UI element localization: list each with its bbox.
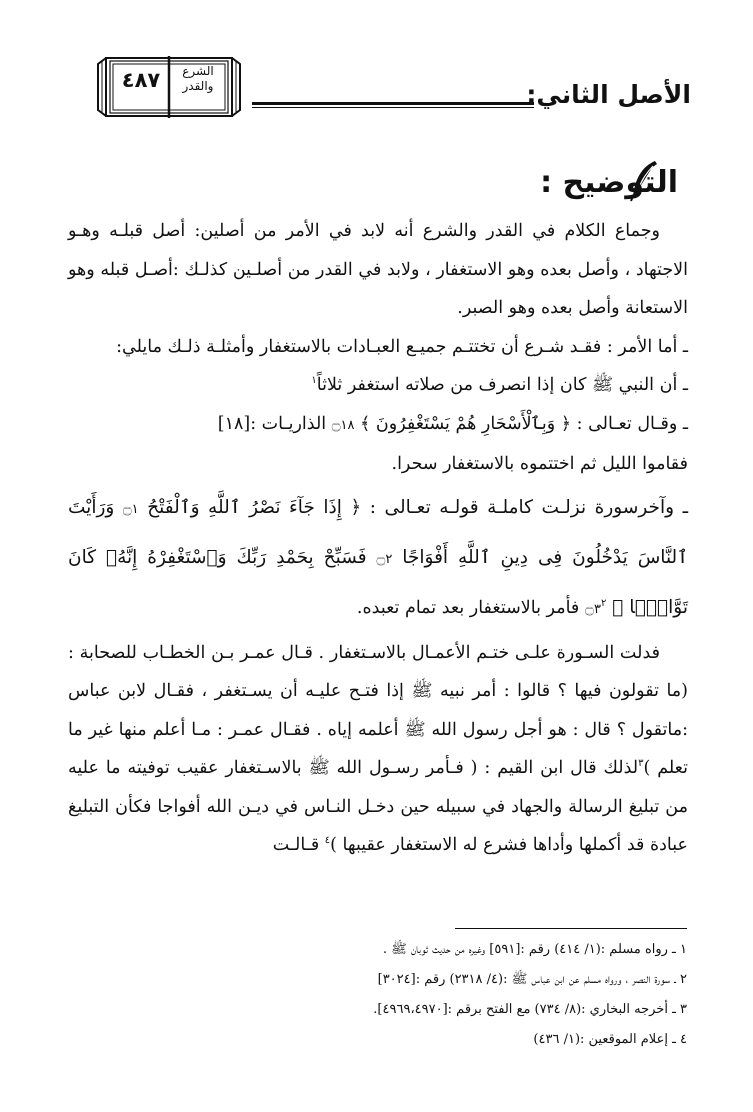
verse-end-ornament: ۝١٨	[331, 414, 355, 433]
header-rule	[252, 102, 534, 108]
paragraph-3	[68, 366, 688, 405]
verse-end-ornament: ۝١	[122, 498, 139, 517]
part-title-line1: الشرع	[182, 64, 214, 78]
footnote-separator	[455, 928, 687, 929]
paragraph-6	[68, 484, 688, 634]
verse-text-2: وَرَأَيْتَ ٱلنَّاسَ يَدْخُلُونَ فِى دِينِ ٱللَّهِ أَفْوَاجًا	[68, 496, 688, 568]
paragraph-7-tail: قـالـت	[272, 835, 320, 855]
footnote-1: ١ ـ رواه مسلم :(١/ ٤١٤) رقم :[٥٩١] وغيره من حديث ثوبان ﷺ .	[382, 942, 687, 957]
body-text	[68, 212, 688, 865]
paragraph-4-text: ـ وقـال تعـالى : ﴿ وَبِٱلْأَسْحَارِ هُمْ يَسْتَغْفِرُونَ ﴾	[360, 413, 688, 434]
verse-end-ornament: ۝٢	[376, 548, 393, 567]
footnote-4: ٤ ـ إعلام الموقعين :(١/ ٤٣٦)	[533, 1032, 687, 1047]
paragraph-4	[68, 405, 688, 446]
verse-end-ornament: ۝٣	[585, 598, 601, 617]
part-title	[174, 64, 222, 94]
section-heading: التوضيح :	[540, 165, 678, 200]
footnote-ref-1: ١	[311, 375, 317, 387]
verse-comment: فأمر بالاستغفار بعد تمام تعبده.	[356, 597, 580, 618]
verse-text-3: فَسَبِّحْ بِحَمْدِ رَبِّكَ وَٱسْتَغْفِرْهُ إِنَّهُۥ كَانَ تَوَّابَۢا ﴾	[68, 546, 688, 618]
footnote-2: ٢ ـ سورة النصر ، ورواه مسلم عن ابن عباس ﷺ :(٤/ ٢٣١٨) رقم :[٣٠٢٤]	[377, 972, 687, 987]
footnotes	[150, 935, 687, 1055]
footnote-ref-2: ٢	[600, 597, 607, 609]
part-title-line2: والقدر	[182, 79, 214, 93]
paragraph-1: وجماع الكلام في القدر والشرع أنه لابد في الأمر من أصلين: أصل قبلـه وهـو الاجتهاد ، وأصل بعده وهو الاستغفار ، ولابد في القدر من أصلـين كذلـك :أصـل قبله وهو الاستعانة وأصل بعده وهو الصبر.	[68, 221, 688, 318]
verse-number: ١	[131, 501, 139, 517]
paragraph-7-text: فدلت السـورة علـى ختـم الأعمـال بالاسـتغفار . قـال عمـر بـن الخطـاب للصحابة : (ما تقولون فيها ؟ قالوا : أمر نبيه ﷺ إذا فتـح عليـه أن يسـتغفر ، فقـال لابن عباس :ماتقول ؟ قال : هو أجل رسول الله ﷺ أعلمه إياه . فقـال عمـر : مـا أعلم منها غير ما تعلم )	[68, 642, 688, 778]
paragraph-3-text: ـ أن النبي ﷺ كان إذا انصرف من صلاته استغفر ثلاثاً	[316, 375, 688, 395]
verse-number: ٣	[593, 601, 601, 617]
open-book-icon	[96, 52, 242, 122]
paragraph-7-continued: لذلك قال ابن القيم : ( فـأمر رسـول الله ﷺ بالاسـتغفار عقيب توفيته ما عليه من تبليغ الرسالة والجهاد في سبيله حين دخـل النـاس في ديـن الله أفواجا فكأن التبليغ عبادة قد أكملها وأداها فشرع له الاستغفار عقيبها )	[68, 758, 688, 855]
verse-intro: ـ وآخرسورة نزلـت كاملـة قولـه تعـالى : ﴿ إِذَا جَآءَ نَصْرُ ٱللَّهِ وَٱلْفَتْحُ	[147, 496, 688, 518]
page-header-title: الأصل الثاني:	[526, 80, 691, 109]
paragraph-2: ـ أما الأمر : فقـد شـرع أن تختتـم جميـع العبـادات بالاستغفار وأمثلـة ذلـك مايلي:	[116, 336, 688, 357]
paragraph-4-source: الذاريـات :[١٨]	[217, 413, 327, 434]
verse-number: ١٨	[340, 417, 355, 433]
footnote-3: ٣ ـ أخرجه البخاري :(٨/ ٧٣٤) مع الفتح برقم :[٤٩٦٩،٤٩٧٠].	[373, 1002, 687, 1017]
paragraph-7	[68, 634, 688, 865]
footnote-ref-4: ٤	[324, 835, 331, 847]
page-number: ٤٨٧	[121, 68, 161, 92]
verse-number: ٢	[385, 551, 393, 567]
footnote-ref-3: ٣	[638, 758, 644, 770]
paragraph-5: فقاموا الليل ثم اختتموه بالاستغفار سحرا.	[391, 454, 688, 474]
